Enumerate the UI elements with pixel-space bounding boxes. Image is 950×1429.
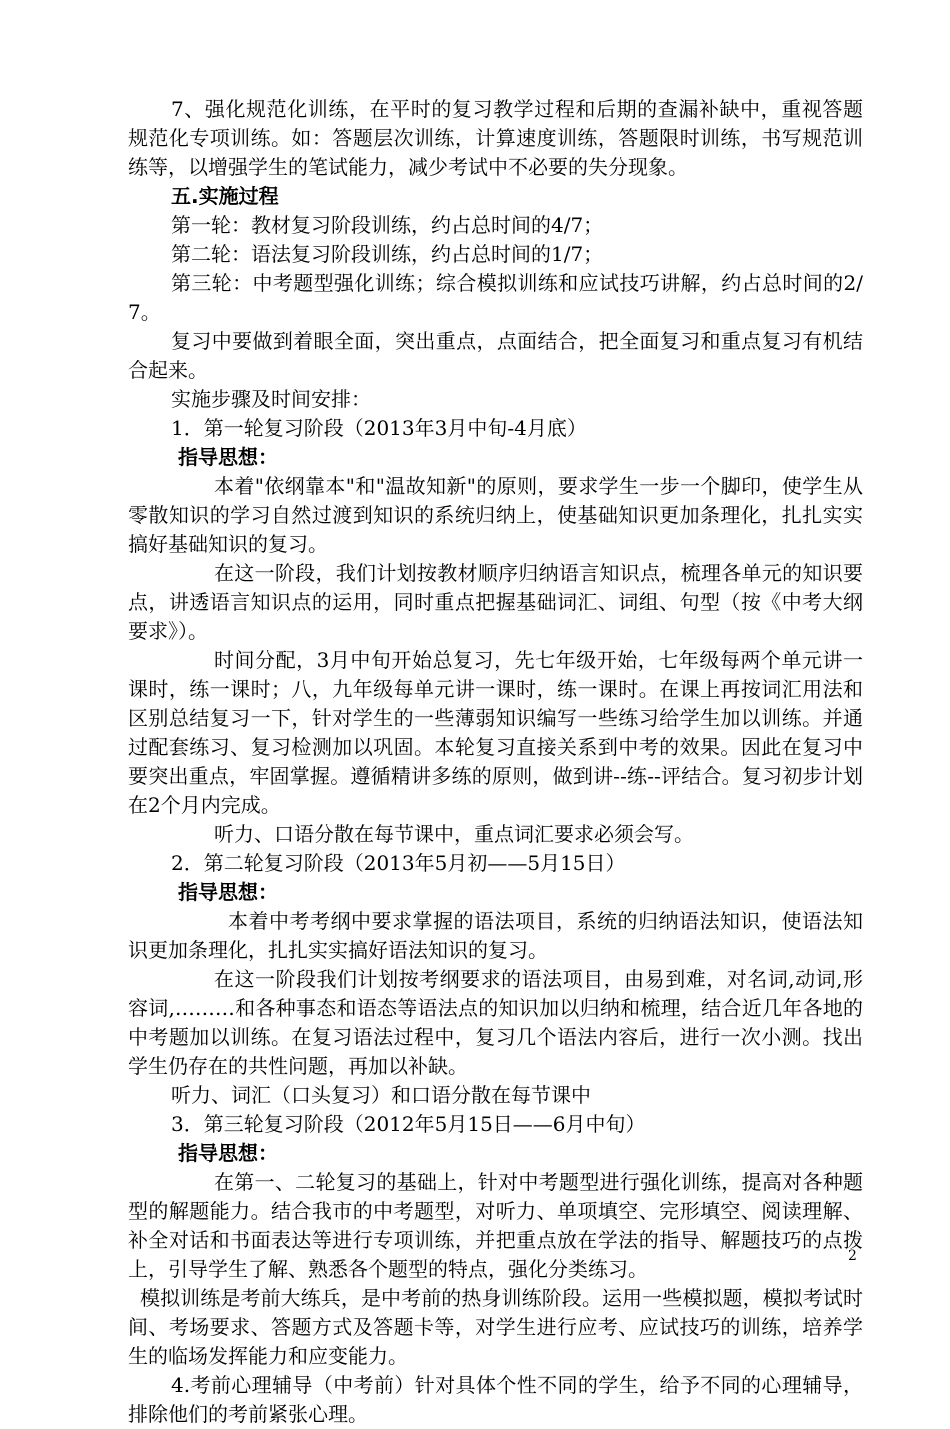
- stage-three-heading: 3．第三轮复习阶段（2012年5月15日——6月中旬）: [171, 1112, 646, 1136]
- paragraph-stage-two-listening: 听力、词汇（口头复习）和口语分散在每节课中: [171, 1083, 591, 1107]
- paragraph-standardized-training: 7、强化规范化训练，在平时的复习教学过程和后期的查漏补缺中，重视答题规范化专项训练。如：答题层次训练，计算速度训练，答题限时训练，书写规范训练等，以增强学生的笔试能力，减少考试中不必要的失分现象。: [128, 97, 863, 179]
- paragraph-psychological-counseling: 4.考前心理辅导（中考前）针对具体个性不同的学生，给予不同的心理辅导，排除他们的考前紧张心理。: [128, 1373, 863, 1426]
- paragraph-stage-one-listening: 听力、口语分散在每节课中，重点词汇要求必须会写。: [214, 822, 694, 846]
- guiding-idea-heading-3: 指导思想：: [178, 1141, 278, 1165]
- document-body: [128, 95, 863, 1429]
- paragraph-stage-two-plan: 在这一阶段我们计划按考纲要求的语法项目，由易到难，对名词,动词,形容词,………和各种事态和语态等语法点的知识加以归纳和梳理，结合近几年各地的中考题加以训练。在复习语法过程中，复习几个语法内容后，进行一次小测。找出学生仍存在的共性问题，再加以补缺。: [128, 967, 863, 1078]
- paragraph-comprehensive-review: 复习中要做到着眼全面，突出重点，点面结合，把全面复习和重点复习有机结合起来。: [128, 329, 863, 382]
- stage-two-heading: 2．第二轮复习阶段（2013年5月初——5月15日）: [171, 851, 626, 875]
- paragraph-stage-three-plan: 在第一、二轮复习的基础上，针对中考题型进行强化训练，提高对各种题型的解题能力。结合我市的中考题型，对听力、单项填空、完形填空、阅读理解、补全对话和书面表达等进行专项训练，并把重点放在学法的指导、解题技巧的点拨上，引导学生了解、熟悉各个题型的特点，强化分类练习。: [128, 1170, 863, 1281]
- page-number: 2: [848, 1248, 857, 1264]
- paragraph-steps-intro: 实施步骤及时间安排：: [171, 387, 371, 411]
- guiding-idea-heading-1: 指导思想：: [178, 445, 278, 469]
- guiding-idea-heading-2: 指导思想：: [178, 880, 278, 904]
- paragraph-stage-one-schedule: 时间分配，3月中旬开始总复习，先七年级开始，七年级每两个单元讲一课时，练一课时；八，九年级每单元讲一课时，练一课时。在课上再按词汇用法和区别总结复习一下，针对学生的一些薄弱知识编写一些练习给学生加以训练。并通过配套练习、复习检测加以巩固。本轮复习直接关系到中考的效果。因此在复习中要突出重点，牢固掌握。遵循精讲多练的原则，做到讲--练--评结合。复习初步计划在2个月内完成。: [128, 648, 863, 817]
- stage-one-heading: 1．第一轮复习阶段（2013年3月中旬-4月底）: [171, 416, 587, 440]
- paragraph-stage-one-principle: 本着"依纲靠本"和"温故知新"的原则，要求学生一步一个脚印，使学生从零散知识的学习自然过渡到知识的系统归纳上，使基础知识更加条理化，扎扎实实搞好基础知识的复习。: [128, 474, 863, 556]
- round-two-line: 第二轮：语法复习阶段训练，约占总时间的1/7；: [171, 242, 604, 266]
- round-three-line: 第三轮：中考题型强化训练；综合模拟训练和应试技巧讲解，约占总时间的2/7。: [128, 271, 863, 324]
- paragraph-stage-one-plan: 在这一阶段，我们计划按教材顺序归纳语言知识点，梳理各单元的知识要点，讲透语言知识点的运用，同时重点把握基础词汇、词组、句型（按《中考大纲要求》）。: [128, 561, 863, 643]
- paragraph-mock-training: 模拟训练是考前大练兵，是中考前的热身训练阶段。运用一些模拟题，模拟考试时间、考场要求、答题方式及答题卡等，对学生进行应考、应试技巧的训练，培养学生的临场发挥能力和应变能力。: [128, 1286, 863, 1368]
- round-one-line: 第一轮：教材复习阶段训练，约占总时间的4/7；: [171, 213, 604, 237]
- section-heading-implementation: 五.实施过程: [171, 184, 279, 208]
- paragraph-stage-two-principle: 本着中考考纲中要求掌握的语法项目，系统的归纳语法知识，使语法知识更加条理化，扎扎实实搞好语法知识的复习。: [128, 909, 863, 962]
